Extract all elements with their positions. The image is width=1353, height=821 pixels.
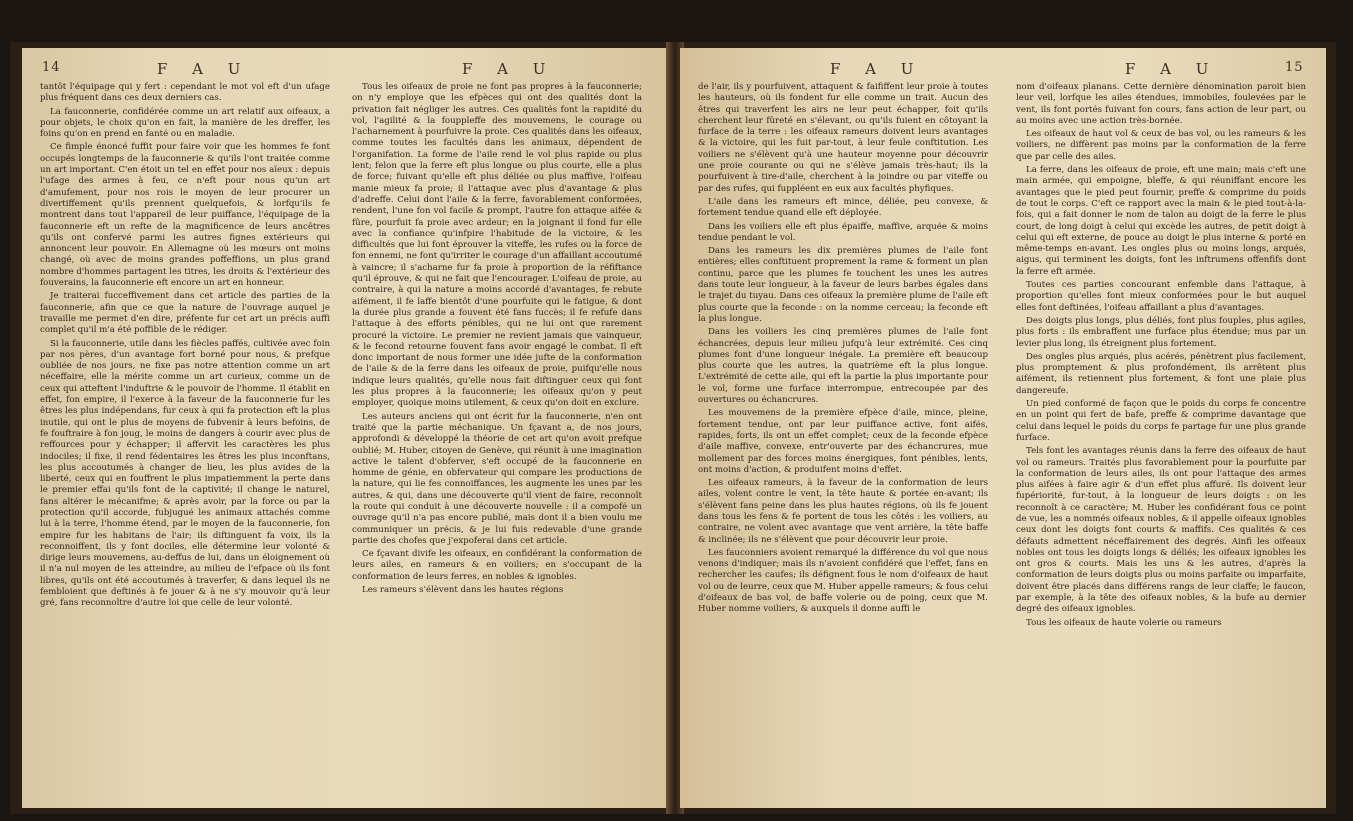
left-page [22, 48, 670, 808]
paragraph: tantôt l'équipage qui y fert : cependant le mot vol eft d'un ufage plus fréquent dans ces deux derniers cas. [40, 82, 330, 104]
paragraph: L'aile dans les rameurs eft mince, déliée, peu convexe, & fortement tendue quand elle eft déployée. [698, 196, 988, 219]
left-column-1 [40, 82, 330, 612]
paragraph: Les oifeaux rameurs, à la faveur de la conformation de leurs ailes, volent contre le vent, la tête haute & portée en-avant; ils s'élèvent fans peine dans les plus hautes régions, où ils fe jouent dans tous les fens & fe portent de tous les côtés : les voiliers, au contraire, ne volent avec avantage que vent arrière, la tête baffe & inclinée; ils ne s'élèvent que pour découvrir leur proie. [698, 478, 988, 545]
right-running-title-2: F A U [1125, 60, 1219, 78]
paragraph: Si la fauconnerie, utile dans les fiècles paffés, cultivée avec foin par nos pères, d'un avantage fort borné pour nous, & prefque oubliée de nos jours, ne fixe pas notre attention comme un art néceffaire, elle la mérite comme un art curieux, comme un de ceux qui atteftent l'induftrie & le pouvoir de l'homme. Il établit en effet, fon empire, il l'exerce à la faveur de la fauconnerie fur les êtres les plus indépendans, fur ceux à qui fa protection eft la plus inutile, qui ont le plus de moyens de fubvenir à leurs befoins, de fe fouftraire à fon joug, le moins de dangers à courir avec plus de reffources pour y échapper; il affervit les caractères les plus indociles; il fixe, il rend fédentaires les êtres les plus inconftans, les plus accoutumés à changer de lieu, les plus avides de la liberté, ceux qui en fouffrent le plus impatiemment la perte dans le premier effai qu'ils font de la captivité; il change le naturel, fans altérer le mécanifme; & après avoir, par la force ou par la protection qu'il accorde, fubjugué les animaux attachés comme lui à la terre, l'homme étend, par le moyen de la fauconnerie, fon empire fur les habitans de l'air; ils diftinguent fa voix, ils la reconnoiffent, ils y font dociles, elle détermine leur volonté & dirige leurs mouvemens, au-deffus de lui, dans un éloignement où il n'a nul moyen de les atteindre, au milieu de l'efpace où ils font libres, qu'ils ont été accoutumés à traverfer, & dans lequel ils ne fembloient que deftinés à fe jouer & à ne s'y mouvoir qu'à leur gré, fans reconnoître d'autre loi que celle de leur volonté. [40, 338, 330, 609]
paragraph: Dans les voiliers les cinq premières plumes de l'aile font échancrées, depuis leur milieu jufqu'à leur extrémité. Ces cinq plumes font d'une longueur inégale. La première eft beaucoup plus courte que les autres, la quatrième eft la plus longue. L'extrémité de cette aile, qui eft la partie la plus importante pour le vol, forme une furface interrompue, entrecoupée par des ouvertures ou échancrures. [698, 327, 988, 406]
paragraph: La fauconnerie, confidérée comme un art relatif aux oifeaux, a pour objets, le choix qu'on en fait, la manière de les dreffer, les foins qu'on en prend en fanté ou en maladie. [40, 106, 330, 140]
paragraph: Tous les oifeaux de proie ne font pas propres à la fauconnerie; on n'y employe que les efpèces qui ont des qualités dont la privation fait négliger les autres. Ces qualités font la rapidité du vol, l'agilité & la fouppleffe des mouvemens, le courage ou l'acharnement à pourfuivre la proie. Ces qualités dans les oifeaux, comme toutes les facultés dans les animaux, dépendent de l'organifation. La forme de l'aile rend le vol plus rapide ou plus lent; felon que la ferre eft plus longue ou plus courte, elle a plus de force; fuivant qu'elle eft plus déliée ou plus maffive, l'oifeau manie mieux fa proie; il l'attaque avec plus d'avantage & plus d'adreffe. Celui dont l'aile & la ferre, favorablement conformées, rendent, l'une fon vol facile & prompt, l'autre fon attaque aifée & fûre, pourfuit fa proie avec ardeur; en la joignant il fond fur elle avec la confiance qu'infpire l'habitude de la victoire, & les difficultés que lui font éprouver la viteffe, les rufes ou la force de fon ennemi, ne font qu'irriter le courage d'un affaillant accoutumé à vaincre; il s'acharne fur fa proie à proportion de la réfiftance qu'il éprouve, & qui ne fait que l'encourager. L'oifeau de proie, au contraire, à qui la nature a moins accordé d'avantages, fe rebute aifément, il fe laffe bientôt d'une pourfuite qui le fatigue, & dont la durée plus grande a fouvent été fans fuccès; il fe refufe dans l'attaque à des efforts pénibles, qui ne lui ont que rarement procuré la victoire. Le premier ne revient jamais que vainqueur, & le fecond retourne fouvent fans avoir engagé le combat. Il eft donc important de nous former une idée jufte de la conformation de l'aile & de la ferre dans les oifeaux de proie, puifqu'elle nous indique leurs qualités, qu'elle nous fait diftinguer ceux qui font les plus propres à la fauconnerie; les oifeaux qu'on y peut employer, quoique moins utilement, & ceux qu'on doit en exclure. [352, 82, 642, 409]
right-column-2 [1016, 82, 1306, 631]
right-page-number: 15 [1285, 60, 1304, 75]
paragraph: Des doigts plus longs, plus déliés, font plus fouples, plus agiles, plus forts : ils embraffent une furface plus étendue; mus par un levier plus long, ils étreignent plus fortement. [1016, 315, 1306, 349]
paragraph: Un pied conformé de façon que le poids du corps fe concentre en un point qui fert de bafe, preffe & comprime davantage que celui dans lequel le poids du corps fe partage fur une plus grande furface. [1016, 399, 1306, 443]
left-running-title-2: F A U [462, 60, 556, 78]
paragraph: Les rameurs s'élèvent dans les hautes régions [362, 585, 564, 596]
paragraph: Dans les rameurs les dix premières plumes de l'aile font entières; elles conftituent proprement la rame & forment un plan continu, parce que les plumes fe touchent les unes les autres dans toute leur longueur, à la faveur de leurs barbes égales dans le trajet du tuyau. Dans ces oifeaux la première plume de l'aile eft plus courte que la feconde : on la nomme cerceau; la feconde eft la plus longue. [698, 246, 988, 324]
paragraph: Les auteurs anciens qui ont écrit fur la fauconnerie, n'en ont traité que la partie méchanique. Un fçavant a, de nos jours, approfondi & développé la théorie de cet art qu'on avoit prefque oublié; M. Huber, citoyen de Genève, qui réunit à une imagination active le talent d'obferver, s'eft occupé de la fauconnerie en homme de génie, en obfervateur qui compare les productions de la nature, qui lie fes connoiffances, les augmente les unes par les autres, & qui, dans une découverte qu'il vient de faire, reconnoît la route qui conduit à une découverte nouvelle : il a compofé un ouvrage qu'il n'a pas encore publié, mais dont il a bien voulu me communiquer un précis, & je lui fuis redevable d'une grande partie des chofes que j'expoferai dans cet article. [352, 411, 642, 546]
right-page [680, 48, 1326, 808]
paragraph: Tels font les avantages réunis dans la ferre des oifeaux de haut vol ou rameurs. Traités plus favorablement pour la pourfuite par la conformation de leurs ailes, ils ont pour l'attaque des armes plus aifées à faire agir & d'un effet plus affuré. Ils doivent leur fupériorité, fur-tout, à la longueur de leurs doigts : on les reconnoît à ce caractère; M. Huber les confidérant fous ce point de vue, les a nommés oifeaux nobles, & il appelle oifeaux ignobles ceux dont les doigts font courts & maffifs. Ces qualités & ces défauts admettent néceffairement des degrés. Ainfi les oifeaux nobles ont tous les doigts longs & déliés; les oifeaux ignobles les ont gros & courts. Mais les uns & les autres, d'après la conformation de leurs doigts plus ou moins parfaite ou imparfaite, doivent être placés dans différens rangs de leur claffe; le faucon, par exemple, à la tête des oifeaux nobles, & la bufe au dernier degré des oifeaux ignobles. [1016, 446, 1306, 615]
left-column-2 [352, 82, 642, 598]
paragraph: Ce fçavant divife les oifeaux, en confidérant la conformation de leurs ailes, en rameurs & en voiliers; en s'occupant de la conformation de leurs ferres, en nobles & ignobles. [352, 549, 642, 582]
paragraph: Les fauconniers avoient remarqué la différence du vol que nous venons d'indiquer; mais ils n'avoient confidéré que l'effet, fans en rechercher les caufes; ils défignent fous le nom d'oifeaux de haut vol ou de leurre, ceux que M. Huber appelle rameurs; & fous celui d'oifeaux de bas vol, de baffe volerie ou de poing, ceux que M. Huber nomme voiliers, & auxquels il donne auffi le [698, 547, 989, 615]
right-column-1 [698, 82, 988, 618]
paragraph: Je traiterai fucceffivement dans cet article des parties de la fauconnerie, afin que ce que la nature de l'ouvrage auquel je travaille me permet d'en dire, préfente fur cet art un précis auffi complet qu'il m'a été poffible de le rédiger. [40, 291, 330, 336]
right-running-head [680, 60, 1326, 80]
left-page-number: 14 [42, 60, 61, 75]
paragraph: Des ongles plus arqués, plus acérés, pénètrent plus facilement, plus promptement & plus profondément, ils arrêtent plus aifément, ils retiennent plus fortement, & font une plaie plus dangereufe. [1016, 351, 1306, 396]
paragraph: Tous les oifeaux de haute volerie ou rameurs [1026, 617, 1222, 628]
right-running-title-1: F A U [830, 60, 924, 78]
paragraph: Dans les voiliers elle eft plus épaiffe, maffive, arquée & moins tendue pendant le vol. [698, 221, 988, 243]
paragraph: nom d'oifeaux planans. Cette dernière dénomination paroit bien leur veil, lorfque les ailes étendues, immobiles, foulevées par le vent, ils font portés fuivant fon cours, fans action de leur part, ou au moins avec une action très-bornée. [1016, 82, 1306, 126]
paragraph: Ce fimple énoncé fuffit pour faire voir que les hommes fe font occupés longtemps de la fauconnerie & qu'ils l'ont traitée comme un art important. C'en étoit un tel en effet pour nos aïeux : depuis l'ufage des armes à feu, ce n'eft pour nous qu'un art d'amufement, pour nos rois le moyen de leur procurer un divertiffement qu'ils prennent quelquefois, & lorfqu'ils fe montrent dans tout l'appareil de leur puiffance, l'équipage de la fauconnerie eft un refte de la magnificence de leurs ancêtres qu'ils ont confervé parmi les autres fignes extérieurs qui annoncent leur pouvoir. En Allemagne où les mœurs ont moins changé, où avec de moins grandes poffeffions, un plus grand nombre d'hommes partagent les titres, les droits & l'extérieur des fouverains, la fauconnerie eft encore un art en honneur. [40, 142, 330, 289]
paragraph: Les mouvemens de la première efpèce d'aile, mince, pleine, fortement tendue, ont par leur puiffance active, font aifés, rapides, forts, ils ont un effet complet; ceux de la feconde efpèce d'aile maffive, convexe, entr'ouverte par des échancrures, mue mollement par des forces moins énergiques, font pénibles, lents, ont moins d'action, & produifent moins d'effet. [698, 408, 988, 475]
left-running-head [22, 60, 670, 80]
paragraph: Toutes ces parties concourant enfemble dans l'attaque, à proportion qu'elles font mieux conformées pour le but auquel elles font deftinées, l'oifeau affaillant a plus d'avantages. [1016, 280, 1306, 313]
paragraph: de l'air, ils y pourfuivent, attaquent & faififfent leur proie à toutes les hauteurs, où ils fondent fur elle comme un trait. Aucun des êtres qui traverfent les airs ne leur peut échapper, foit qu'ils cherchent leur fûreté en s'élevant, ou qu'ils fuient en côtoyant la furface de la terre : les oifeaux rameurs doivent leurs avantages & la victoire, qui les fuit par-tout, à leur feule conftitution. Les voiliers ne s'élèvent qu'à une hauteur moyenne pour découvrir une proie courante ou qui ne s'élève jamais très-haut; ils la pourfuivent à tire-d'aile, cherchent à la joindre ou par viteffe ou par des rufes, qui fuppléent en eux aux facultés phyfiques. [698, 82, 988, 194]
left-running-title-1: F A U [157, 60, 251, 78]
paragraph: Les oifeaux de haut vol & ceux de bas vol, ou les rameurs & les voiliers, ne diffèrent pas moins par la conformation de la ferre que par celle des ailes. [1016, 129, 1306, 162]
paragraph: La ferre, dans les oifeaux de proie, eft une main; mais c'eft une main armée, qui empoigne, bleffe, & qui réuniffant encore les avantages que le pied peut fournir, preffe & comprime du poids de tout le corps. C'eft ce rapport avec la main & le pied tout-à-la-fois, qui a fait donner le nom de talon au doigt de la ferre le plus court, de long doigt à celui qui excède les autres, de petit doigt à celui qui eft externe, de pouce au doigt le plus interne & porté en même-temps en-avant. Les ongles plus ou moins longs, arqués, aigus, qui terminent les doigts, font les inftrumens offenfifs dont la ferre eft armée. [1016, 165, 1306, 277]
book-spread [10, 42, 1336, 814]
